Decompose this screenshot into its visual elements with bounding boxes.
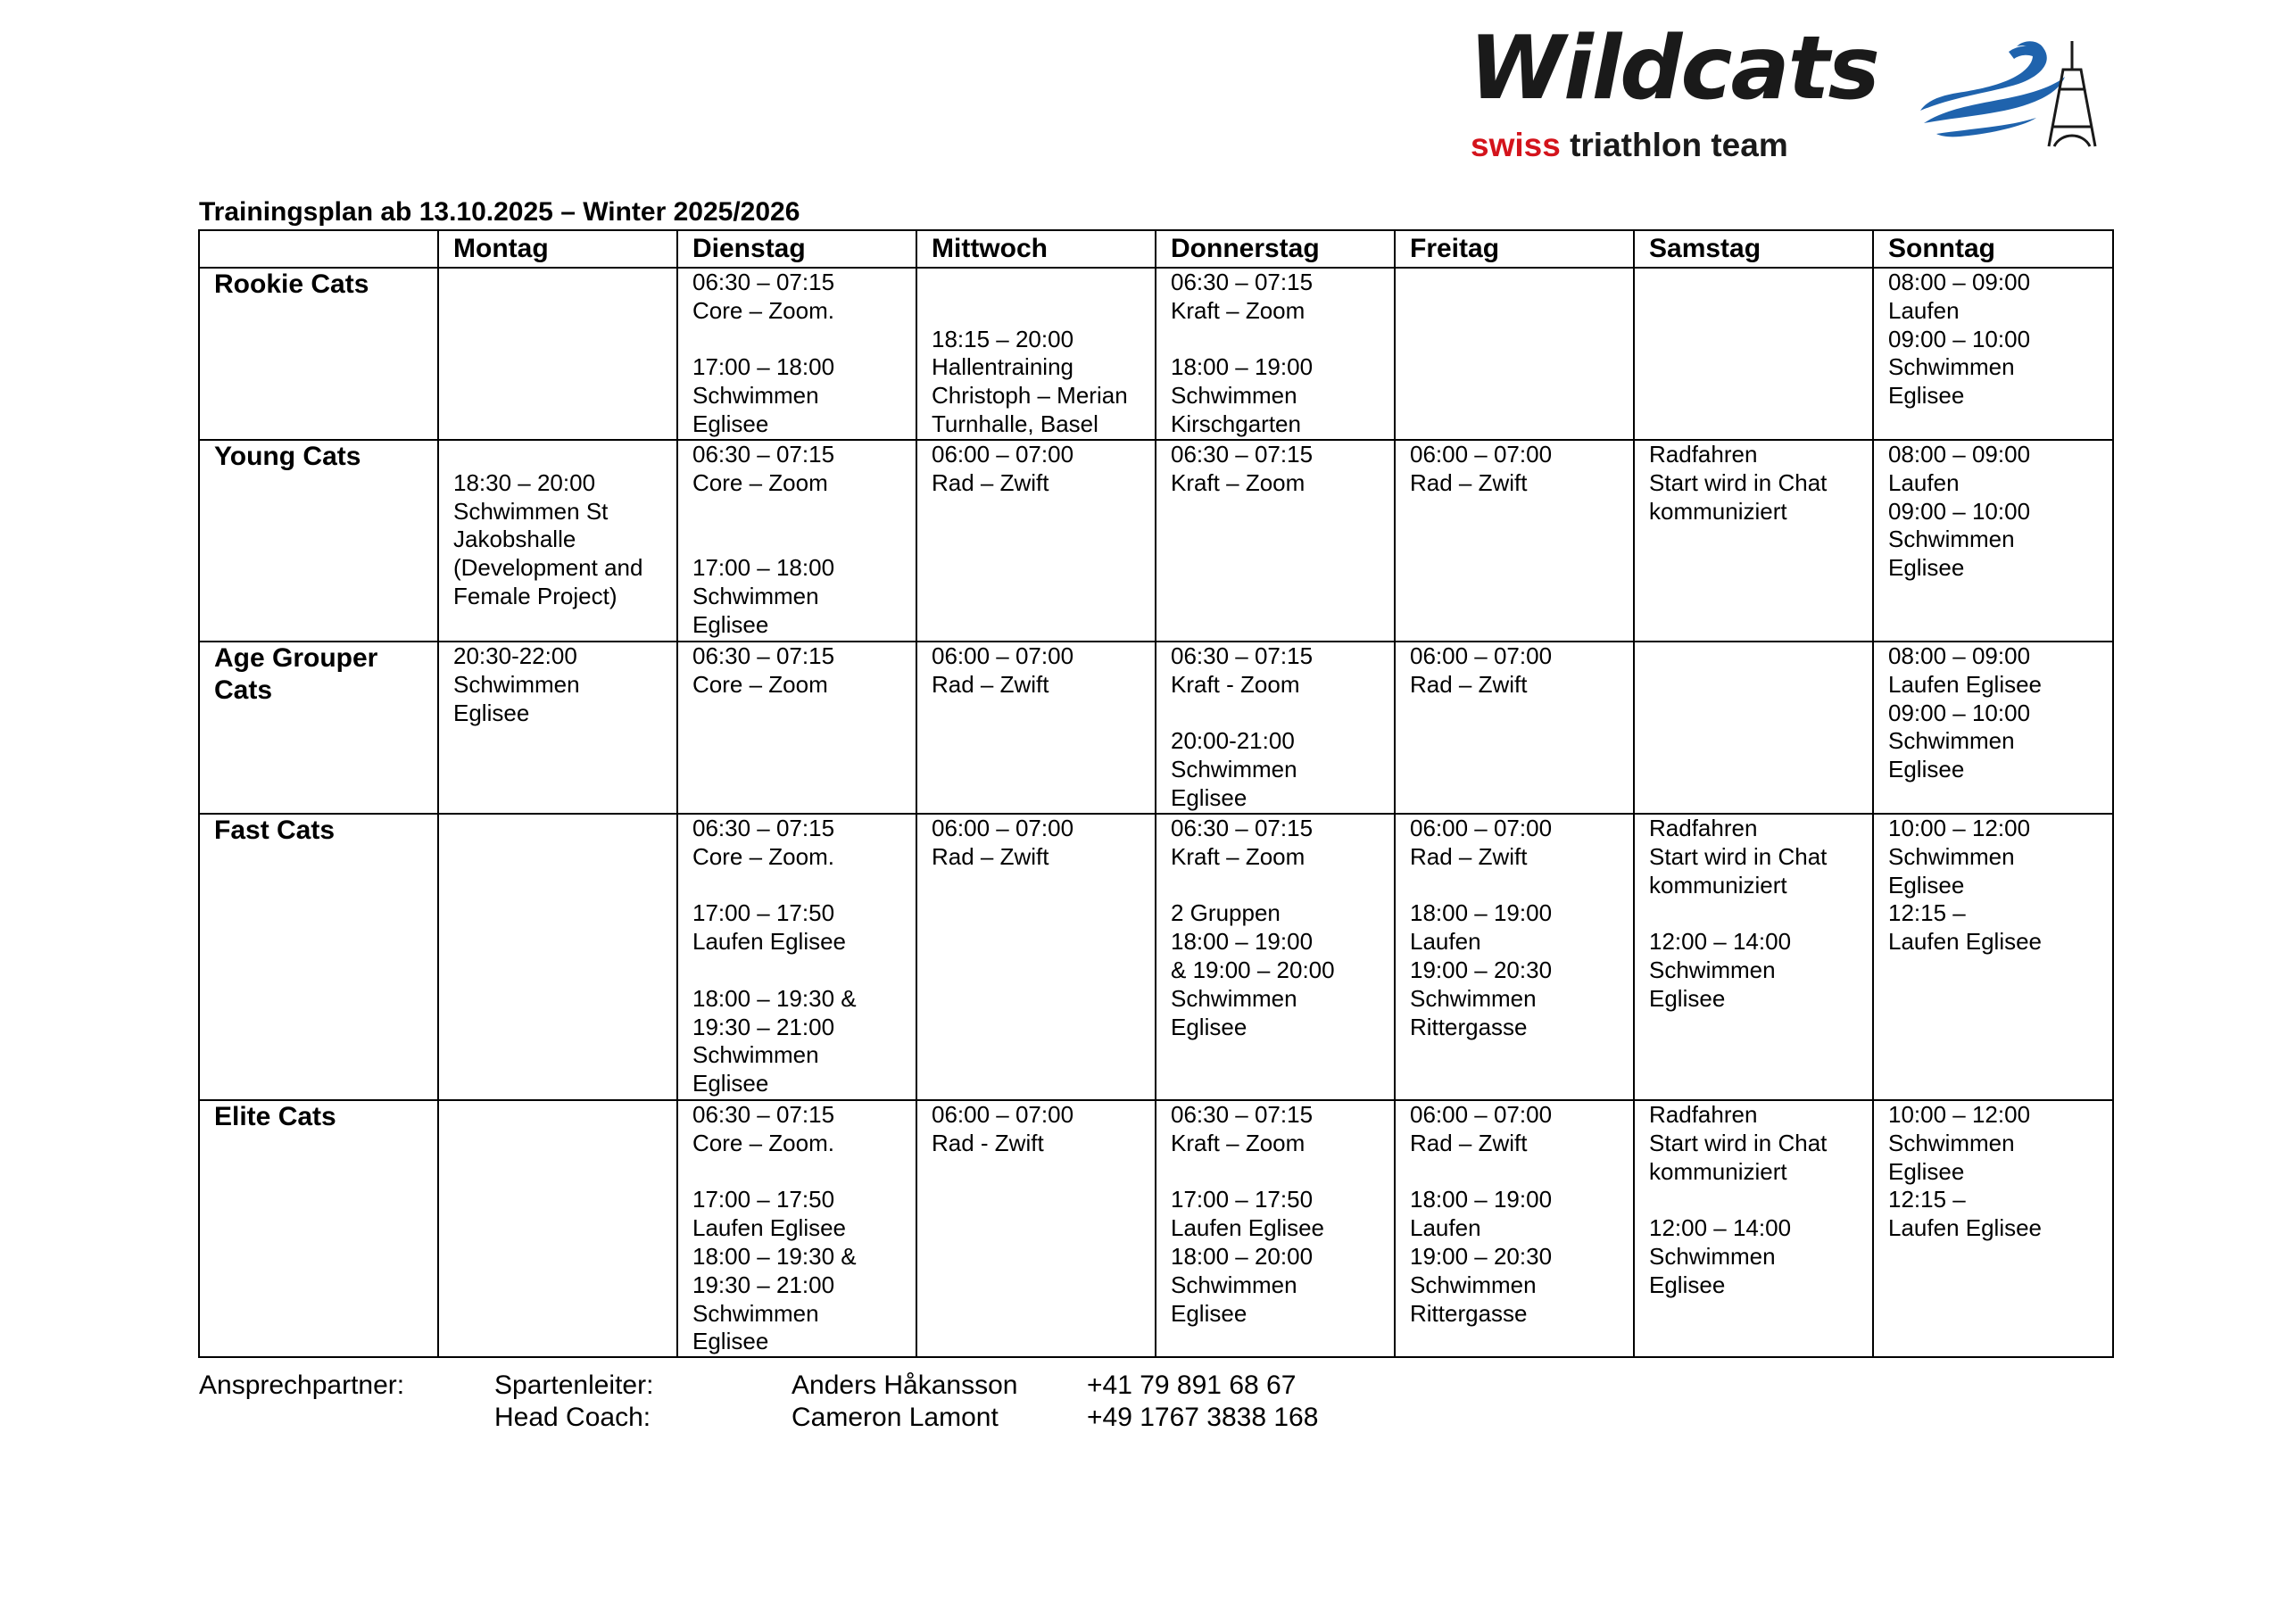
header-cell: Montag bbox=[438, 230, 677, 268]
schedule-line: & 19:00 – 20:00 bbox=[1171, 956, 1335, 983]
schedule-line: 19:30 – 21:00 bbox=[692, 1013, 835, 1040]
schedule-line: Female Project) bbox=[453, 582, 618, 609]
schedule-cell bbox=[677, 1100, 916, 1357]
schedule-line: (Development and bbox=[453, 554, 643, 582]
schedule-cell bbox=[677, 814, 916, 1100]
schedule-line: Laufen bbox=[1888, 296, 1960, 324]
schedule-line: Eglisee bbox=[692, 1328, 769, 1355]
schedule-cell bbox=[1156, 268, 1395, 440]
schedule-line: Rad - Zwift bbox=[932, 1129, 1044, 1156]
schedule-cell bbox=[438, 268, 677, 440]
schedule-line: Schwimmen bbox=[692, 382, 819, 410]
schedule-line: Eglisee bbox=[1171, 1013, 1247, 1040]
schedule-line: Schwimmen bbox=[1410, 1271, 1537, 1298]
schedule-cell bbox=[1156, 440, 1395, 642]
schedule-cell bbox=[677, 642, 916, 814]
group-name-line: Elite Cats bbox=[214, 1102, 336, 1131]
group-name-line: Cats bbox=[214, 675, 273, 705]
schedule-line: Schwimmen bbox=[1171, 1271, 1297, 1298]
schedule-line: 10:00 – 12:00 bbox=[1888, 815, 2031, 841]
schedule-cell bbox=[1156, 642, 1395, 814]
schedule-line: kommuniziert bbox=[1649, 871, 1787, 898]
schedule-line: 17:00 – 17:50 bbox=[1171, 1186, 1314, 1213]
schedule-line: 20:00-21:00 bbox=[1171, 727, 1295, 755]
schedule-line: 09:00 – 10:00 bbox=[1888, 497, 2031, 525]
group-name-cell bbox=[199, 268, 438, 440]
schedule-line: Rad – Zwift bbox=[1410, 842, 1528, 870]
schedule-line: Rad – Zwift bbox=[1410, 1129, 1528, 1156]
schedule-line: 08:00 – 09:00 bbox=[1888, 441, 2031, 468]
schedule-line: Laufen Eglisee bbox=[692, 1214, 847, 1242]
schedule-line: Schwimmen bbox=[1649, 956, 1776, 983]
schedule-line: Laufen Eglisee bbox=[692, 928, 847, 956]
schedule-line: 06:30 – 07:15 bbox=[1171, 269, 1314, 295]
schedule-line: Schwimmen bbox=[692, 582, 819, 609]
schedule-line: Laufen bbox=[1410, 1214, 1481, 1242]
schedule-line: Radfahren bbox=[1649, 815, 1758, 841]
schedule-cell bbox=[1873, 642, 2113, 814]
schedule-cell bbox=[438, 440, 677, 642]
logo-wave-tower-icon bbox=[1919, 34, 2106, 159]
schedule-line: Eglisee bbox=[1888, 756, 1965, 783]
schedule-line: Core – Zoom. bbox=[692, 842, 834, 870]
schedule-line bbox=[692, 526, 908, 554]
schedule-line: 08:00 – 09:00 bbox=[1888, 642, 2031, 669]
schedule-line: Eglisee bbox=[1888, 1157, 1965, 1185]
schedule-line bbox=[1171, 1158, 1387, 1187]
schedule-line: 06:00 – 07:00 bbox=[932, 1101, 1074, 1128]
schedule-line: Radfahren bbox=[1649, 441, 1758, 468]
schedule-cell bbox=[1873, 268, 2113, 440]
schedule-line: Jakobshalle bbox=[453, 526, 576, 553]
schedule-cell bbox=[916, 642, 1156, 814]
schedule-line: Kraft – Zoom bbox=[1171, 296, 1305, 324]
schedule-line bbox=[932, 269, 1148, 297]
group-name-cell bbox=[199, 642, 438, 814]
schedule-line: Kirschgarten bbox=[1171, 410, 1301, 437]
group-name-line: Rookie Cats bbox=[214, 269, 369, 299]
schedule-line: Laufen Eglisee bbox=[1888, 670, 2043, 698]
logo-wordmark: Wildcats bbox=[1469, 18, 1878, 120]
schedule-line: Schwimmen bbox=[692, 1299, 819, 1327]
schedule-line: Schwimmen bbox=[1888, 842, 2015, 870]
group-name-cell bbox=[199, 814, 438, 1100]
schedule-cell bbox=[1395, 1100, 1634, 1357]
schedule-cell bbox=[1156, 814, 1395, 1100]
contact-role: Spartenleiter: bbox=[494, 1370, 654, 1400]
schedule-line: 17:00 – 17:50 bbox=[692, 899, 835, 927]
schedule-cell bbox=[1873, 1100, 2113, 1357]
schedule-line: kommuniziert bbox=[1649, 1157, 1787, 1185]
schedule-line: Rittergasse bbox=[1410, 1299, 1528, 1327]
schedule-row bbox=[199, 1100, 2113, 1357]
schedule-cell bbox=[1634, 642, 1873, 814]
schedule-line bbox=[1649, 899, 1865, 928]
schedule-line: 06:30 – 07:15 bbox=[1171, 1101, 1314, 1128]
schedule-line: 06:00 – 07:00 bbox=[1410, 441, 1553, 468]
schedule-line: Eglisee bbox=[1888, 871, 1965, 898]
schedule-line: Start wird in Chat bbox=[1649, 1129, 1828, 1156]
schedule-line bbox=[1171, 326, 1387, 354]
schedule-line: Eglisee bbox=[692, 1070, 769, 1097]
schedule-line: 09:00 – 10:00 bbox=[1888, 325, 2031, 352]
schedule-line: 06:30 – 07:15 bbox=[692, 269, 835, 295]
schedule-line: Rad – Zwift bbox=[932, 468, 1049, 496]
contact-name: Cameron Lamont bbox=[792, 1403, 999, 1432]
schedule-line: 06:00 – 07:00 bbox=[932, 642, 1074, 669]
schedule-cell bbox=[1395, 268, 1634, 440]
schedule-line: 06:30 – 07:15 bbox=[1171, 642, 1314, 669]
header-cell: Freitag bbox=[1395, 230, 1634, 268]
schedule-line: Schwimmen St bbox=[453, 497, 609, 525]
header-cell: Samstag bbox=[1634, 230, 1873, 268]
schedule-line: Core – Zoom bbox=[692, 670, 828, 698]
schedule-line: kommuniziert bbox=[1649, 497, 1787, 525]
schedule-line: Laufen bbox=[1888, 468, 1960, 496]
schedule-line: Eglisee bbox=[1171, 783, 1247, 811]
schedule-line: Schwimmen bbox=[692, 1041, 819, 1069]
schedule-cell bbox=[1634, 814, 1873, 1100]
group-name-line: Young Cats bbox=[214, 442, 361, 471]
schedule-line: Radfahren bbox=[1649, 1101, 1758, 1128]
logo-tag-red: swiss bbox=[1471, 127, 1561, 163]
schedule-line: 06:00 – 07:00 bbox=[932, 441, 1074, 468]
schedule-line: 19:00 – 20:30 bbox=[1410, 956, 1553, 983]
schedule-line: 06:00 – 07:00 bbox=[1410, 815, 1553, 841]
schedule-cell bbox=[916, 268, 1156, 440]
schedule-line: Eglisee bbox=[692, 610, 769, 638]
schedule-line: Core – Zoom. bbox=[692, 1129, 834, 1156]
schedule-line: 06:30 – 07:15 bbox=[692, 642, 835, 669]
schedule-line: 2 Gruppen bbox=[1171, 899, 1281, 927]
schedule-line: 06:00 – 07:00 bbox=[932, 815, 1074, 841]
schedule-line: 06:30 – 07:15 bbox=[1171, 441, 1314, 468]
schedule-line: Schwimmen bbox=[1171, 756, 1297, 783]
schedule-line: Core – Zoom. bbox=[692, 296, 834, 324]
schedule-line: Schwimmen bbox=[453, 670, 580, 698]
schedule-line: 18:00 – 20:00 bbox=[1171, 1242, 1314, 1270]
schedule-line: 06:30 – 07:15 bbox=[692, 1101, 835, 1128]
schedule-line: 20:30-22:00 bbox=[453, 642, 577, 669]
group-name-line: Age Grouper bbox=[214, 643, 378, 673]
contact-phone: +41 79 891 68 67 bbox=[1087, 1370, 1297, 1400]
schedule-line: Eglisee bbox=[1171, 1299, 1247, 1327]
schedule-row bbox=[199, 440, 2113, 642]
table-header-row bbox=[199, 230, 2113, 268]
schedule-line: Schwimmen bbox=[1410, 984, 1537, 1012]
schedule-line: Kraft – Zoom bbox=[1171, 1129, 1305, 1156]
schedule-cell bbox=[1395, 440, 1634, 642]
group-name-cell bbox=[199, 1100, 438, 1357]
header-cell: Donnerstag bbox=[1156, 230, 1395, 268]
schedule-line: 06:00 – 07:00 bbox=[1410, 642, 1553, 669]
schedule-line: Eglisee bbox=[1649, 1271, 1726, 1298]
schedule-line bbox=[692, 872, 908, 900]
header-cell bbox=[199, 230, 438, 268]
header-cell: Sonntag bbox=[1873, 230, 2113, 268]
schedule-cell bbox=[1395, 814, 1634, 1100]
schedule-line: 06:30 – 07:15 bbox=[1171, 815, 1314, 841]
contact-role: Head Coach: bbox=[494, 1403, 651, 1432]
schedule-line: Rittergasse bbox=[1410, 1013, 1528, 1040]
schedule-line: Eglisee bbox=[692, 410, 769, 437]
schedule-line: 18:15 – 20:00 bbox=[932, 325, 1074, 352]
schedule-cell bbox=[677, 440, 916, 642]
schedule-line: Schwimmen bbox=[1888, 1129, 2015, 1156]
schedule-cell bbox=[1156, 1100, 1395, 1357]
schedule-line: Schwimmen bbox=[1649, 1242, 1776, 1270]
schedule-cell bbox=[1634, 1100, 1873, 1357]
schedule-line: Eglisee bbox=[1649, 984, 1726, 1012]
schedule-line bbox=[453, 441, 669, 469]
schedule-line bbox=[692, 1158, 908, 1187]
schedule-cell bbox=[916, 1100, 1156, 1357]
schedule-line: 18:00 – 19:30 & bbox=[692, 1242, 857, 1270]
team-logo bbox=[1463, 18, 2106, 168]
schedule-line bbox=[1171, 872, 1387, 900]
schedule-line: Schwimmen bbox=[1171, 382, 1297, 410]
schedule-line: 18:00 – 19:00 bbox=[1171, 928, 1314, 956]
schedule-cell bbox=[1873, 440, 2113, 642]
schedule-line: Hallentraining bbox=[932, 353, 1073, 381]
group-name-line: Fast Cats bbox=[214, 816, 336, 845]
schedule-line: 12:00 – 14:00 bbox=[1649, 928, 1792, 956]
schedule-line: 06:00 – 07:00 bbox=[1410, 1101, 1553, 1128]
schedule-row bbox=[199, 268, 2113, 440]
schedule-cell bbox=[438, 814, 677, 1100]
schedule-line: 17:00 – 17:50 bbox=[692, 1186, 835, 1213]
schedule-row bbox=[199, 642, 2113, 814]
schedule-line: 12:15 – bbox=[1888, 899, 1966, 927]
schedule-line: 09:00 – 10:00 bbox=[1888, 699, 2031, 726]
schedule-line: Schwimmen bbox=[1171, 984, 1297, 1012]
schedule-line: 19:30 – 21:00 bbox=[692, 1271, 835, 1298]
schedule-line bbox=[1649, 1186, 1865, 1214]
schedule-line: 18:00 – 19:00 bbox=[1410, 899, 1553, 927]
schedule-line: 06:30 – 07:15 bbox=[692, 441, 835, 468]
schedule-line bbox=[1410, 1158, 1626, 1187]
schedule-cell bbox=[1634, 268, 1873, 440]
schedule-line: 18:00 – 19:00 bbox=[1410, 1186, 1553, 1213]
schedule-line bbox=[692, 326, 908, 354]
schedule-line: Schwimmen bbox=[1888, 526, 2015, 553]
schedule-line: 17:00 – 18:00 bbox=[692, 353, 835, 381]
schedule-line: 12:15 – bbox=[1888, 1186, 1966, 1213]
schedule-line: 18:00 – 19:00 bbox=[1171, 353, 1314, 381]
schedule-line bbox=[692, 498, 908, 526]
schedule-cell bbox=[916, 440, 1156, 642]
training-schedule-table bbox=[198, 229, 2114, 1358]
schedule-line: Eglisee bbox=[453, 699, 530, 726]
logo-tag-dark: triathlon team bbox=[1570, 127, 1788, 163]
schedule-line: Core – Zoom bbox=[692, 468, 828, 496]
schedule-line: Laufen bbox=[1410, 928, 1481, 956]
schedule-line: Rad – Zwift bbox=[1410, 670, 1528, 698]
schedule-line bbox=[1410, 872, 1626, 900]
page-title: Trainingsplan ab 13.10.2025 – Winter 2025/2026 bbox=[199, 197, 800, 227]
schedule-line: Laufen Eglisee bbox=[1171, 1214, 1325, 1242]
schedule-cell bbox=[677, 268, 916, 440]
schedule-line: Eglisee bbox=[1888, 554, 1965, 582]
schedule-cell bbox=[438, 1100, 677, 1357]
schedule-line: Kraft - Zoom bbox=[1171, 670, 1300, 698]
schedule-line: 18:30 – 20:00 bbox=[453, 468, 596, 496]
schedule-line: Start wird in Chat bbox=[1649, 468, 1828, 496]
schedule-cell bbox=[1395, 642, 1634, 814]
schedule-line: 17:00 – 18:00 bbox=[692, 554, 835, 582]
schedule-line: Rad – Zwift bbox=[932, 670, 1049, 698]
schedule-line: 19:00 – 20:30 bbox=[1410, 1242, 1553, 1270]
schedule-line: Laufen Eglisee bbox=[1888, 1214, 2043, 1242]
schedule-line: 08:00 – 09:00 bbox=[1888, 269, 2031, 295]
contacts-label: Ansprechpartner: bbox=[199, 1370, 405, 1400]
schedule-line: Turnhalle, Basel bbox=[932, 410, 1098, 437]
schedule-line: Start wird in Chat bbox=[1649, 842, 1828, 870]
schedule-cell bbox=[438, 642, 677, 814]
contact-phone: +49 1767 3838 168 bbox=[1087, 1403, 1319, 1432]
schedule-line: Kraft – Zoom bbox=[1171, 468, 1305, 496]
header-cell: Mittwoch bbox=[916, 230, 1156, 268]
schedule-line: Rad – Zwift bbox=[1410, 468, 1528, 496]
schedule-line: Laufen Eglisee bbox=[1888, 928, 2043, 956]
schedule-line: Rad – Zwift bbox=[932, 842, 1049, 870]
schedule-line: 10:00 – 12:00 bbox=[1888, 1101, 2031, 1128]
schedule-line bbox=[692, 956, 908, 985]
schedule-cell bbox=[1873, 814, 2113, 1100]
schedule-cell bbox=[1634, 440, 1873, 642]
schedule-line bbox=[1171, 700, 1387, 728]
schedule-line: 06:30 – 07:15 bbox=[692, 815, 835, 841]
schedule-cell bbox=[916, 814, 1156, 1100]
schedule-line: Christoph – Merian bbox=[932, 382, 1128, 410]
contact-name: Anders Håkansson bbox=[792, 1370, 1018, 1400]
header-cell: Dienstag bbox=[677, 230, 916, 268]
schedule-row bbox=[199, 814, 2113, 1100]
logo-tagline bbox=[1471, 128, 1788, 161]
schedule-line: Schwimmen bbox=[1888, 353, 2015, 381]
schedule-line: 18:00 – 19:30 & bbox=[692, 984, 857, 1012]
schedule-line: 12:00 – 14:00 bbox=[1649, 1214, 1792, 1242]
schedule-line: Schwimmen bbox=[1888, 727, 2015, 755]
schedule-line bbox=[932, 297, 1148, 326]
schedule-line: Kraft – Zoom bbox=[1171, 842, 1305, 870]
schedule-line: Eglisee bbox=[1888, 382, 1965, 410]
group-name-cell bbox=[199, 440, 438, 642]
